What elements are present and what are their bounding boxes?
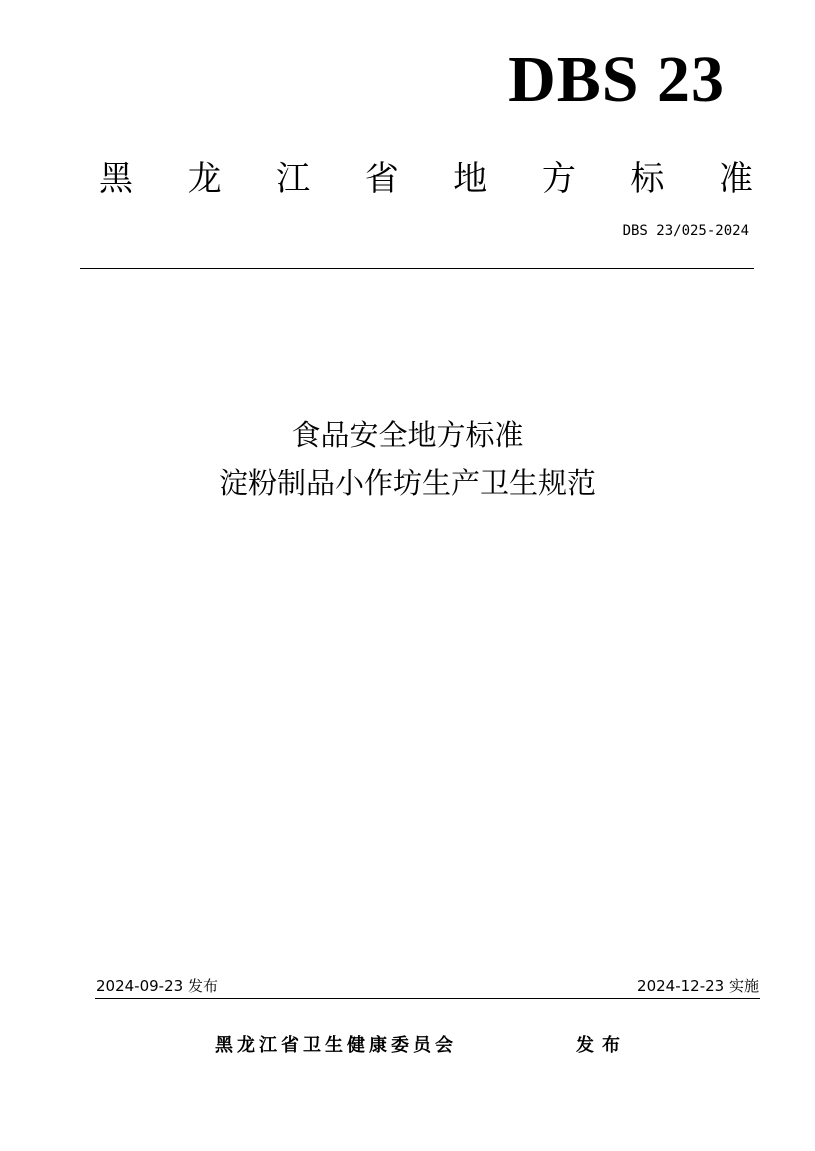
region-title-char: 标 (630, 159, 665, 199)
region-standard-title (99, 154, 753, 204)
issuing-authority: 黑龙江省卫生健康委员会 (215, 1035, 457, 1056)
region-title-char: 方 (541, 159, 576, 199)
publish-date: 2024-09-23 发布 (96, 977, 218, 995)
standard-code: DBS 23 (508, 43, 725, 116)
region-title-char: 准 (718, 159, 753, 199)
region-title-char: 黑 (99, 159, 133, 199)
region-title-char: 地 (453, 159, 488, 199)
header-divider (80, 268, 754, 269)
document-title-line1: 食品安全地方标准 (291, 418, 524, 452)
issue-label: 发布 (576, 1035, 628, 1056)
footer-divider (95, 998, 760, 999)
effective-date: 2024-12-23 实施 (637, 977, 759, 995)
document-title-line2: 淀粉制品小作坊生产卫生规范 (218, 466, 596, 500)
region-title-char: 省 (364, 159, 399, 199)
region-title-char: 江 (276, 159, 311, 199)
region-title-char: 龙 (187, 159, 222, 199)
document-number: DBS 23/025-2024 (622, 223, 749, 239)
